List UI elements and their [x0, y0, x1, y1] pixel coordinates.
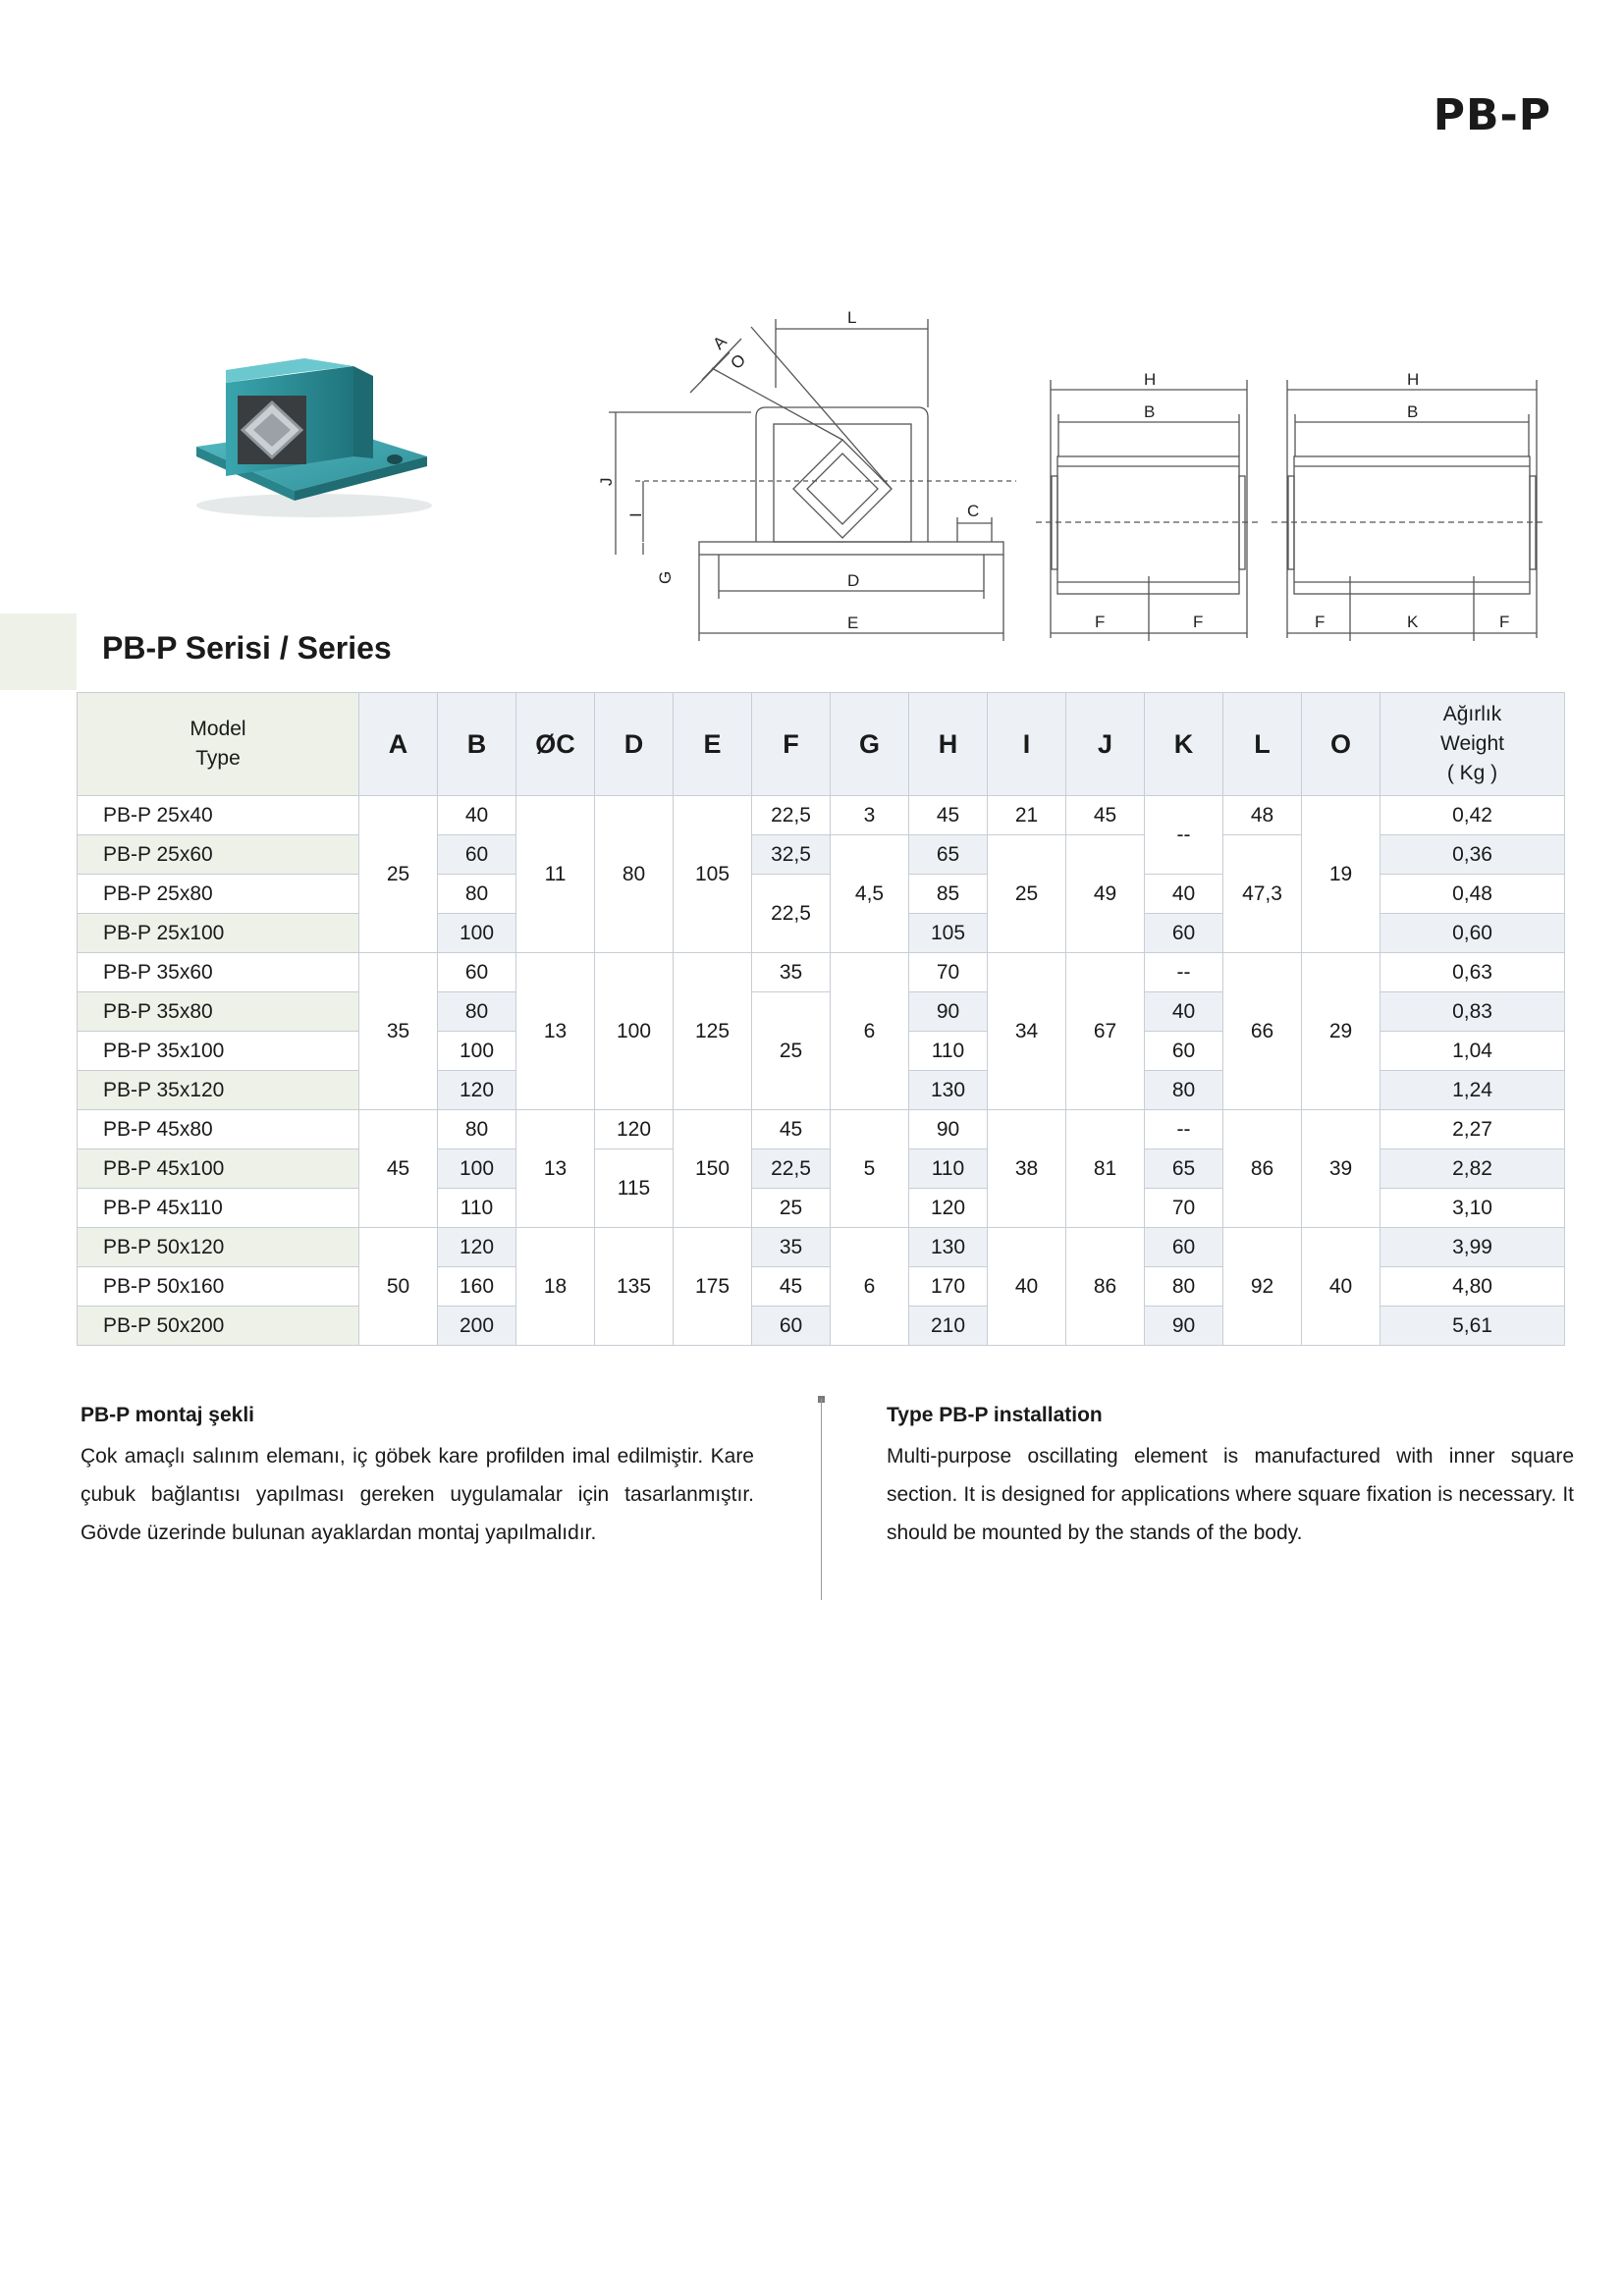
cell-h: 120 — [909, 1189, 988, 1228]
cell-k: 40 — [1145, 875, 1223, 914]
cell-l: 92 — [1223, 1228, 1302, 1346]
cell-f: 60 — [752, 1307, 831, 1346]
cell-weight: 4,80 — [1380, 1267, 1565, 1307]
header-weight: Ağırlık Weight ( Kg ) — [1380, 693, 1565, 796]
cell-weight: 0,83 — [1380, 992, 1565, 1032]
cell-i: 38 — [988, 1110, 1066, 1228]
cell-f: 22,5 — [752, 1149, 831, 1189]
cell-f: 22,5 — [752, 796, 831, 835]
cell-i: 21 — [988, 796, 1066, 835]
model-cell: PB-P 45x100 — [78, 1149, 359, 1189]
cell-b: 100 — [438, 914, 516, 953]
header-d: D — [595, 693, 674, 796]
cell-i: 25 — [988, 835, 1066, 953]
cell-weight: 1,24 — [1380, 1071, 1565, 1110]
dim-e: E — [847, 614, 859, 632]
cell-h: 90 — [909, 992, 988, 1032]
cell-h: 110 — [909, 1149, 988, 1189]
cell-weight: 2,82 — [1380, 1149, 1565, 1189]
description-tr-heading: PB-P montaj şekli — [81, 1404, 255, 1426]
cell-k: 60 — [1145, 1228, 1223, 1267]
cell-h: 70 — [909, 953, 988, 992]
cell-d: 80 — [595, 796, 674, 953]
cell-weight: 3,10 — [1380, 1189, 1565, 1228]
cell-d: 135 — [595, 1228, 674, 1346]
cell-i: 40 — [988, 1228, 1066, 1346]
brand-logo: PB-P — [1433, 90, 1551, 140]
cell-e: 150 — [674, 1110, 752, 1228]
cell-g: 4,5 — [831, 835, 909, 953]
cell-h: 105 — [909, 914, 988, 953]
cell-f: 45 — [752, 1110, 831, 1149]
cell-o: 29 — [1302, 953, 1380, 1110]
description-turkish — [81, 1404, 754, 1552]
cell-b: 110 — [438, 1189, 516, 1228]
cell-b: 60 — [438, 835, 516, 875]
cell-g: 3 — [831, 796, 909, 835]
cell-k: 40 — [1145, 992, 1223, 1032]
dim-c: C — [967, 502, 980, 520]
model-cell: PB-P 25x60 — [78, 835, 359, 875]
cell-b: 120 — [438, 1071, 516, 1110]
description-en-heading: Type PB-P installation — [887, 1404, 1103, 1426]
cell-k: 90 — [1145, 1307, 1223, 1346]
cell-f: 45 — [752, 1267, 831, 1307]
cell-k: -- — [1145, 953, 1223, 992]
cell-c: 13 — [516, 953, 595, 1110]
cell-h: 45 — [909, 796, 988, 835]
cell-d: 100 — [595, 953, 674, 1110]
dim-h-1: H — [1144, 370, 1157, 389]
header-model: Model Type — [78, 693, 359, 796]
dim-b-2: B — [1407, 402, 1419, 421]
cell-weight: 1,04 — [1380, 1032, 1565, 1071]
dim-f-4: F — [1499, 613, 1510, 631]
cell-b: 200 — [438, 1307, 516, 1346]
cell-g: 6 — [831, 1228, 909, 1346]
cell-k: 80 — [1145, 1267, 1223, 1307]
cell-h: 130 — [909, 1228, 988, 1267]
section-tab-marker — [0, 614, 77, 690]
cell-e: 105 — [674, 796, 752, 953]
model-cell: PB-P 35x120 — [78, 1071, 359, 1110]
cell-a: 25 — [359, 796, 438, 953]
header-c: ØC — [516, 693, 595, 796]
cell-j: 49 — [1066, 835, 1145, 953]
model-cell: PB-P 25x100 — [78, 914, 359, 953]
model-cell: PB-P 35x100 — [78, 1032, 359, 1071]
model-cell: PB-P 45x110 — [78, 1189, 359, 1228]
cell-b: 100 — [438, 1032, 516, 1071]
technical-drawing — [597, 308, 1546, 648]
cell-e: 175 — [674, 1228, 752, 1346]
cell-h: 85 — [909, 875, 988, 914]
header-k: K — [1145, 693, 1223, 796]
cell-h: 170 — [909, 1267, 988, 1307]
cell-i: 34 — [988, 953, 1066, 1110]
cell-f: 25 — [752, 1189, 831, 1228]
cell-a: 35 — [359, 953, 438, 1110]
dim-i: I — [626, 512, 645, 517]
cell-c: 13 — [516, 1110, 595, 1228]
cell-k: -- — [1145, 796, 1223, 875]
cell-k: 65 — [1145, 1149, 1223, 1189]
cell-weight: 5,61 — [1380, 1307, 1565, 1346]
table-row — [78, 953, 1565, 992]
model-cell: PB-P 25x80 — [78, 875, 359, 914]
cell-c: 18 — [516, 1228, 595, 1346]
cell-k: 60 — [1145, 1032, 1223, 1071]
dim-a: A — [709, 332, 731, 353]
cell-f: 32,5 — [752, 835, 831, 875]
cell-d: 120 — [595, 1110, 674, 1149]
header-h: H — [909, 693, 988, 796]
model-cell: PB-P 50x200 — [78, 1307, 359, 1346]
cell-k: 60 — [1145, 914, 1223, 953]
cell-weight: 3,99 — [1380, 1228, 1565, 1267]
cell-j: 86 — [1066, 1228, 1145, 1346]
cell-b: 80 — [438, 992, 516, 1032]
cell-o: 40 — [1302, 1228, 1380, 1346]
spec-table — [77, 692, 1565, 1346]
cell-h: 90 — [909, 1110, 988, 1149]
cell-j: 45 — [1066, 796, 1145, 835]
description-english — [887, 1404, 1574, 1552]
table-row — [78, 1110, 1565, 1149]
product-image — [187, 348, 442, 525]
dim-f-1: F — [1095, 613, 1106, 631]
dim-f-2: F — [1193, 613, 1204, 631]
dim-f-3: F — [1315, 613, 1326, 631]
dim-k: K — [1407, 613, 1419, 631]
series-title: PB-P Serisi / Series — [102, 630, 392, 666]
description-tr-body: Çok amaçlı salınım elemanı, iç göbek kare profilden imal edilmiştir. Kare çubuk bağlantısı yapılması gereken uygulamalar için tasarlanmıştır. Gövde üzerinde bulunan ayaklardan montaj yapılmalıdır. — [81, 1445, 754, 1544]
cell-b: 80 — [438, 1110, 516, 1149]
dim-h-2: H — [1407, 370, 1420, 389]
cell-h: 110 — [909, 1032, 988, 1071]
cell-l: 48 — [1223, 796, 1302, 835]
model-cell: PB-P 35x60 — [78, 953, 359, 992]
cell-o: 19 — [1302, 796, 1380, 953]
cell-c: 11 — [516, 796, 595, 953]
cell-l: 47,3 — [1223, 835, 1302, 953]
dim-o: O — [727, 350, 750, 373]
header-l: L — [1223, 693, 1302, 796]
cell-b: 60 — [438, 953, 516, 992]
cell-h: 130 — [909, 1071, 988, 1110]
header-j: J — [1066, 693, 1145, 796]
model-cell: PB-P 25x40 — [78, 796, 359, 835]
dim-j: J — [597, 477, 616, 486]
cell-h: 210 — [909, 1307, 988, 1346]
dim-l: L — [847, 308, 857, 327]
cell-d: 115 — [595, 1149, 674, 1228]
model-cell: PB-P 45x80 — [78, 1110, 359, 1149]
cell-l: 86 — [1223, 1110, 1302, 1228]
dim-g: G — [656, 570, 675, 584]
cell-a: 50 — [359, 1228, 438, 1346]
dim-d: D — [847, 571, 860, 590]
cell-e: 125 — [674, 953, 752, 1110]
header-a: A — [359, 693, 438, 796]
cell-k: 80 — [1145, 1071, 1223, 1110]
cell-b: 160 — [438, 1267, 516, 1307]
cell-b: 40 — [438, 796, 516, 835]
cell-weight: 0,63 — [1380, 953, 1565, 992]
model-cell: PB-P 35x80 — [78, 992, 359, 1032]
cell-h: 65 — [909, 835, 988, 875]
header-o: O — [1302, 693, 1380, 796]
cell-l: 66 — [1223, 953, 1302, 1110]
description-en-body: Multi-purpose oscillating element is manufactured with inner square section. It is designed for applications where square fixation is necessary. It should be mounted by the stands of the body. — [887, 1445, 1574, 1544]
cell-a: 45 — [359, 1110, 438, 1228]
cell-j: 67 — [1066, 953, 1145, 1110]
cell-b: 100 — [438, 1149, 516, 1189]
header-g: G — [831, 693, 909, 796]
cell-f: 25 — [752, 992, 831, 1110]
model-cell: PB-P 50x120 — [78, 1228, 359, 1267]
cell-j: 81 — [1066, 1110, 1145, 1228]
table-row — [78, 796, 1565, 835]
dim-b-1: B — [1144, 402, 1156, 421]
cell-weight: 0,36 — [1380, 835, 1565, 875]
cell-f: 22,5 — [752, 875, 831, 953]
cell-weight: 0,48 — [1380, 875, 1565, 914]
table-row — [78, 1228, 1565, 1267]
cell-k: -- — [1145, 1110, 1223, 1149]
cell-b: 120 — [438, 1228, 516, 1267]
cell-g: 5 — [831, 1110, 909, 1228]
table-header-row — [78, 693, 1565, 796]
cell-weight: 2,27 — [1380, 1110, 1565, 1149]
cell-g: 6 — [831, 953, 909, 1110]
model-cell: PB-P 50x160 — [78, 1267, 359, 1307]
cell-weight: 0,42 — [1380, 796, 1565, 835]
column-divider — [821, 1399, 822, 1600]
cell-o: 39 — [1302, 1110, 1380, 1228]
cell-k: 70 — [1145, 1189, 1223, 1228]
header-b: B — [438, 693, 516, 796]
cell-f: 35 — [752, 953, 831, 992]
cell-f: 35 — [752, 1228, 831, 1267]
cell-b: 80 — [438, 875, 516, 914]
cell-weight: 0,60 — [1380, 914, 1565, 953]
header-e: E — [674, 693, 752, 796]
header-i: I — [988, 693, 1066, 796]
header-f: F — [752, 693, 831, 796]
